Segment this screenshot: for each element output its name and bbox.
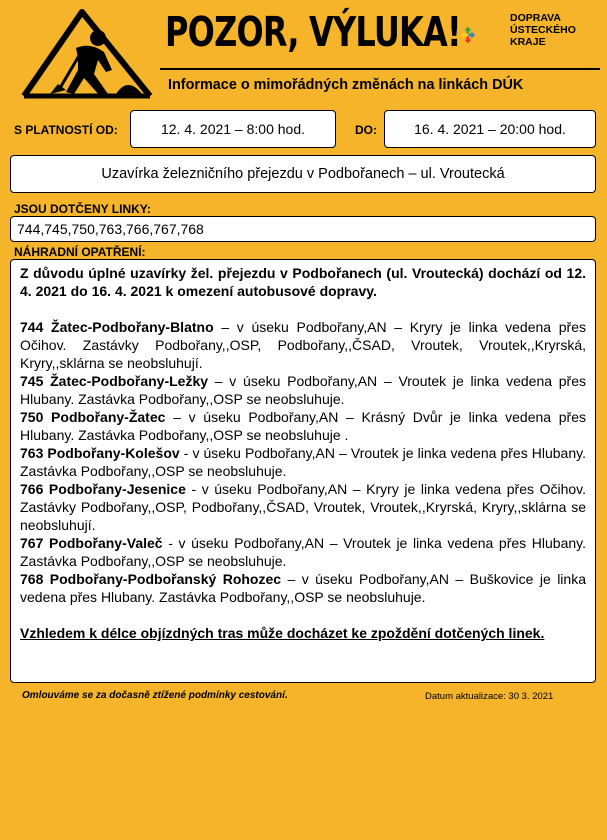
apology-note: Omlouváme se za dočasně ztížené podmínky cestování. [22,690,288,701]
valid-from-value: 12. 4. 2021 – 8:00 hod. [130,110,336,148]
replacement-label: NÁHRADNÍ OPATŘENÍ: [14,245,146,259]
route-text: - v úseku Podbořany,AN – Vroutek je linka vedena přes Hlubany. Zastávka Podbořany,,OSP se neobsluhuje. [20,445,586,479]
route-text: – v úseku Podbořany,AN – Vroutek je linka vedena přes Hlubany. Zastávka Podbořany,,OSP se neobsluhuje. [20,373,586,407]
route-text: - v úseku Podbořany,AN – Kryry je linka vedena přes Očihov. Zastávky Podbořany,,OSP, Podbořany,,ČSAD, Vroutek, Vroutek,,Kryrská, Kryry,,sklárna se neobsluhují. [20,481,586,533]
logo-line: ÚSTECKÉHO [510,24,576,36]
valid-to-value: 16. 4. 2021 – 20:00 hod. [384,110,596,148]
route-name: 767 Podbořany-Valeč [20,535,163,551]
page-title: POZOR, VÝLUKA! [165,8,461,56]
dopravni-logo-icon [460,10,510,60]
route-item [20,444,586,480]
route-name: 763 Podbořany-Kolešov [20,445,180,461]
route-item [20,534,586,570]
update-date: Datum aktualizace: 30 3. 2021 [425,691,554,702]
affected-lines-label: JSOU DOTČENY LINKY: [14,202,151,216]
route-item [20,570,586,606]
route-text: - v úseku Podbořany,AN – Vroutek je linka vedena přes Hlubany. Zastávka Podbořany,,OSP se neobsluhuje. [20,535,586,569]
header-divider [160,68,600,70]
route-name: 744 Žatec-Podbořany-Blatno [20,319,214,335]
route-item [20,318,586,372]
route-text: – v úseku Podbořany,AN – Krásný Dvůr je linka vedena přes Hlubany. Zastávka Podbořany,,OSP se neobsluhuje . [20,409,586,443]
page-subtitle: Informace o mimořádných změnách na linkách DÚK [168,76,524,93]
logo-line: DOPRAVA [510,12,561,24]
route-name: 750 Podbořany-Žatec [20,409,166,425]
route-item [20,408,586,444]
valid-from-label: S PLATNOSTÍ OD: [14,123,118,137]
header [0,0,607,105]
closure-headline: Uzavírka železničního přejezdu v Podbořanech – ul. Vroutecká [10,155,596,193]
route-text: – v úseku Podbořany,AN – Kryry je linka vedena přes Očihov. Zastávky Podbořany,,OSP, Podbořany,,ČSAD, Vroutek, Vroutek,,Kryrská, Kryry,,sklárna se neobsluhují. [20,319,586,371]
affected-lines-value: 744,745,750,763,766,767,768 [10,216,596,242]
intro-text: Z důvodu úplné uzavírky žel. přejezdu v Podbořanech (ul. Vroutecká) dochází od 12. 4. 2021 do 16. 4. 2021 k omezení autobusové dopravy. [20,265,586,299]
route-item [20,480,586,534]
logo-text [510,12,576,48]
delay-warning: Vzhledem k délce objízdných tras může docházet ke zpoždění dotčených linek. [20,625,545,641]
route-name: 745 Žatec-Podbořany-Ležky [20,373,209,389]
valid-to-label: DO: [355,123,377,137]
roadwork-sign-icon [20,8,155,100]
route-text: – v úseku Podbořany,AN – Buškovice je linka vedena přes Hlubany. Zastávka Podbořany,,OSP se neobsluhuje. [20,571,586,605]
route-item [20,372,586,408]
replacement-measures [10,259,596,683]
route-name: 766 Podbořany-Jesenice [20,481,186,497]
route-name: 768 Podbořany-Podbořanský Rohozec [20,571,282,587]
logo-line: KRAJE [510,36,546,48]
